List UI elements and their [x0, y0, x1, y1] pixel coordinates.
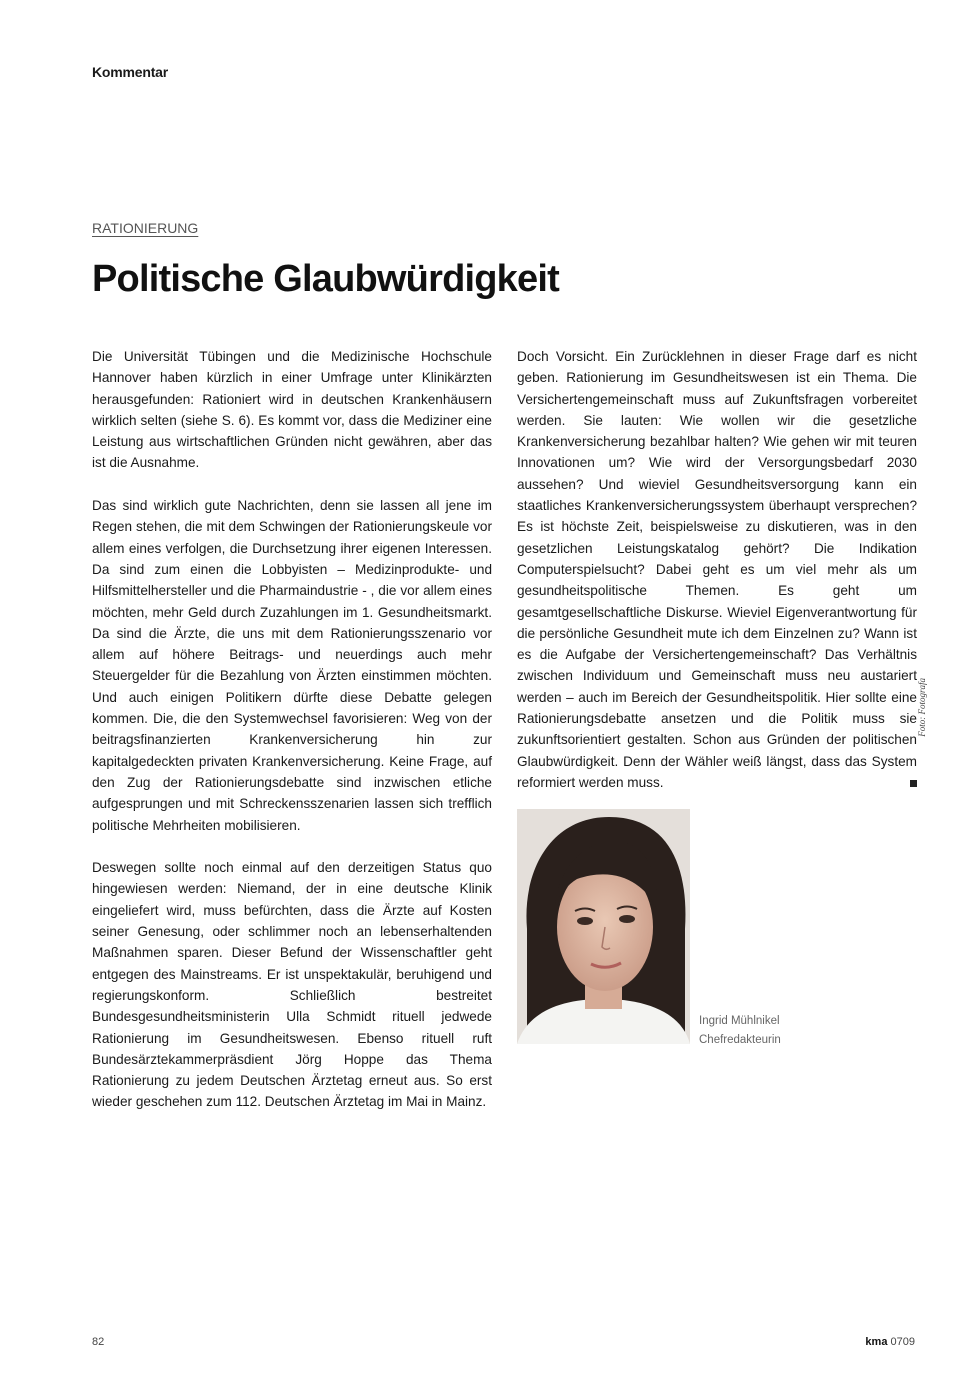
- section-label: Kommentar: [92, 64, 168, 80]
- body-paragraph: Das sind wirklich gute Nachrichten, denn sie lassen all jene im Regen stehen, die mit dem Schwingen der Rationierungskeule vor allem eines verfolgen, die Durchsetzung ihrer eigenen Interessen. Da sind zum einen die Lobbyisten – Medizinprodukte- und Hilfsmittelhersteller und die Pharmaindustrie - , die vor allem eines möchten, mehr Geld durch Zuzahlungen im 1. Gesundheitsmarkt. Da sind die Ärzte, die uns mit dem Rationierungsszenario vor allem auf höhere Beitrags- und neuerdings auch mehr Steuergelder für die Bezahlung von Ärzten einstimmen möchten. Und auch einigen Politikern dürfte diese Debatte gelegen kommen. Die, die den Systemwechsel favorisieren: Weg von der beitragsfinanzierten Krankenversicherung hin zur kapitalgedeckten privaten Krankenversicherung. Keine Frage, auf den Zug der Rationierungsdebatte sind inzwischen etliche aufgesprungen und mit Schreckensszenarien lassen sich trefflich politische Mehrheiten mobilisieren.: [92, 498, 492, 833]
- portrait-illustration: [517, 809, 690, 1044]
- body-paragraph: [517, 346, 917, 793]
- right-column: [517, 346, 917, 793]
- end-mark-icon: [910, 780, 917, 787]
- caption-role: Chefredakteurin: [699, 1034, 781, 1046]
- body-paragraph: Die Universität Tübingen und die Medizinische Hochschule Hannover haben kürzlich in einer Umfrage unter Klinikärzten herausgefunden: Rationiert wird in deutschen Krankenhäusern wirklich selten (siehe S. 6). Es kommt vor, dass die Mediziner eine Leistung aus wirtschaftlichen Gründen nicht gewähren, aber das ist die Ausnahme.: [92, 349, 492, 471]
- issue-number: 0709: [890, 1336, 915, 1348]
- brand-logo: kma: [865, 1336, 888, 1348]
- photo-credit: Foto: Fotografa: [917, 678, 927, 737]
- photo-caption: [699, 1012, 781, 1050]
- caption-name: Ingrid Mühlnikel: [699, 1015, 780, 1027]
- folio-brand: [865, 1336, 915, 1348]
- left-column: [92, 346, 492, 1113]
- page-number: 82: [92, 1336, 105, 1348]
- body-paragraph-text: Doch Vorsicht. Ein Zurücklehnen in dieser Frage darf es nicht geben. Rationierung im Gesundheitswesen ist ein Thema. Die Versichertengemeinschaft muss auf Zukunftsfragen vorbereitet werden. Sie lauten: Wie wollen wir die gesetzliche Krankenversicherung bezahlbar halten? Wie gehen wir mit teuren Innovationen um? Wie wird der Versorgungsbedarf 2030 aussehen? Und wieviel Gesundheitsversorgung kann ein staatliches Krankenversicherungssystem überhaupt versprechen? Es ist höchste Zeit, beispielsweise zu diskutieren, was in den gesetzlichen Leistungskatalog gehört? Die Indikation Computerspielsucht? Dabei geht es um viel mehr als um gesundheitspolitische Themen. Es geht um gesamtgesellschaftliche Diskurse. Wieviel Eigenverantwortung für die persönliche Gesundheit mute ich dem Einzelnen zu? Wann ist es die Aufgabe der Versichertengemeinschaft? Das Verhältnis zwischen Individuum und Gemeinschaft muss neu austariert werden – auch im Bereich der Gesundheitspolitik. Hier sollte eine Rationierungsdebatte ansetzen und die Politik muss sie zukunftsorientiert gestalten. Schon aus Gründen der politischen Glaubwürdigkeit. Denn der Wähler weiß längst, dass das System reformiert werden muss.: [517, 349, 917, 790]
- body-paragraph: Deswegen sollte noch einmal auf den derzeitigen Status quo hingewiesen werden: Niemand, der in eine deutsche Klinik eingeliefert wird, muss befürchten, dass die Ärzte auf Kosten seiner Genesung, oder schlimmer noch an lebenserhaltenden Maßnahmen sparen. Dieser Befund der Wissenschaftler geht entgegen des Mainstreams. Er ist unspektakulär, beruhigend und regierungskonform. Schließlich bestreitet Bundesgesundheitsministerin Ulla Schmidt rituell jedwede Rationierung im Gesundheitswesen. Ebenso rituell ruft Bundesärztekammerpräsdient Jörg Hoppe das Thema Rationierung zu jedem Deutschen Ärztetag erneut aus. So erst wieder geschehen zum 112. Deutschen Ärztetag im Mai in Mainz.: [92, 860, 492, 1110]
- author-portrait: [517, 809, 690, 1044]
- article-headline: Politische Glaubwürdigkeit: [92, 258, 559, 300]
- article-rubric: RATIONIERUNG: [92, 220, 199, 236]
